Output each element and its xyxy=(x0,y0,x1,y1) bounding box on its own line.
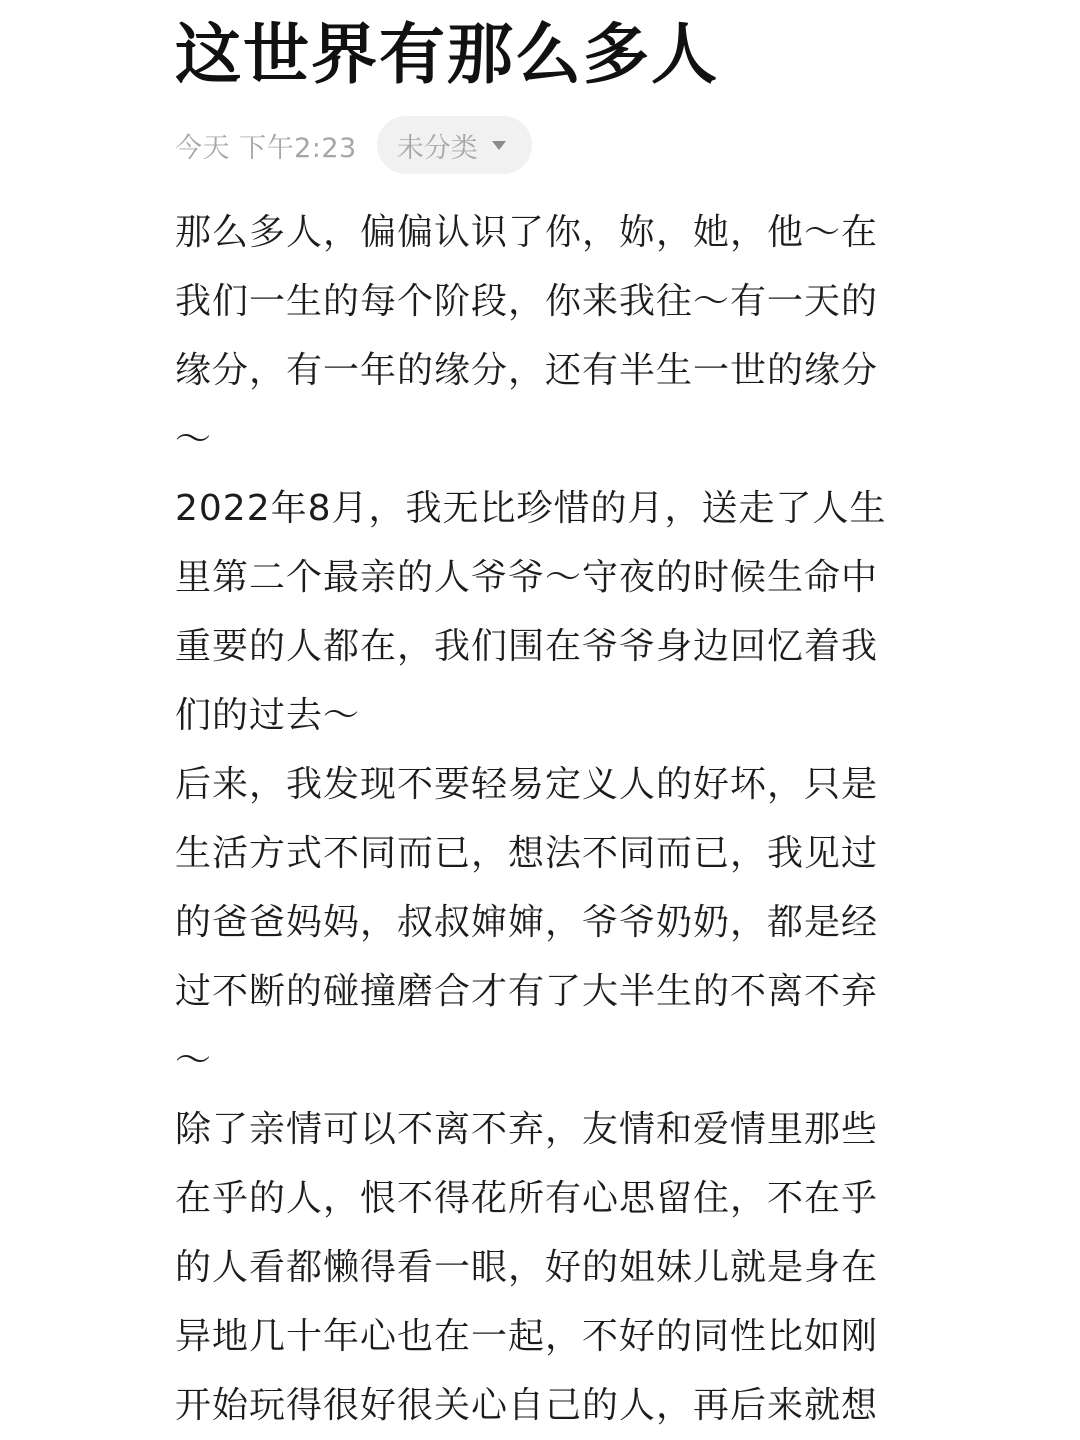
note-title[interactable]: 这世界有那么多人 xyxy=(175,16,719,93)
note-timestamp: 今天 下午2:23 xyxy=(175,132,357,164)
caret-down-icon xyxy=(492,141,506,150)
paragraph: 后来，我发现不要轻易定义人的好坏，只是生活方式不同而已，想法不同而已，我见过的爸爸妈妈，叔叔婶婶，爷爷奶奶，都是经过不断的碰撞磨合才有了大半生的不离不弃～ xyxy=(175,764,879,1081)
note-view xyxy=(175,0,895,1440)
note-body[interactable] xyxy=(175,198,895,1440)
paragraph: 那么多人，偏偏认识了你，妳，她，他～在我们一生的每个阶段，你来我往～有一天的缘分，有一年的缘分，还有半生一世的缘分～ xyxy=(175,212,879,460)
category-label: 未分类 xyxy=(396,132,478,164)
category-selector[interactable] xyxy=(377,116,532,174)
paragraph: 除了亲情可以不离不弃，友情和爱情里那些在乎的人，恨不得花所有心思留住，不在乎的人看都懒得看一眼，好的姐妹儿就是身在异地几十年心也在一起，不好的同性比如刚开始玩得很好很关心自己的人，再后来就想 xyxy=(175,1109,879,1426)
note-meta xyxy=(175,116,895,174)
paragraph: 2022年8月，我无比珍惜的月，送走了人生里第二个最亲的人爷爷～守夜的时候生命中重要的人都在，我们围在爷爷身边回忆着我们的过去～ xyxy=(175,488,887,736)
